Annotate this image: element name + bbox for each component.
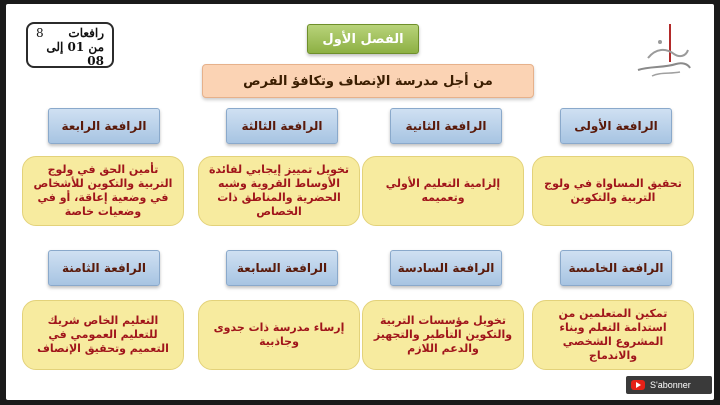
chapter-title: الفصل الأول [307, 24, 419, 54]
lever-3-content: تخويل تمييز إيجابي لفائدة الأوساط القروية وشبه الحضرية والمناطق ذات الخصاص [198, 156, 360, 226]
subscribe-button[interactable] [626, 376, 712, 394]
lever-3-title: الرافعة الثالثة [226, 108, 338, 144]
lever-7-title: الرافعة السابعة [226, 250, 338, 286]
lever-1-content: تحقيق المساواة في ولوج التربية والتكوين [532, 156, 694, 226]
lever-range: من 01 إلى 08 [46, 40, 104, 68]
lever-6-content: تخويل مؤسسات التربية والتكوين التأطير والتجهيز والدعم اللازم [362, 300, 524, 370]
calligraphy-logo-icon [630, 18, 694, 88]
slide [6, 4, 714, 400]
lever-4-title: الرافعة الرابعة [48, 108, 160, 144]
lever-2-title: الرافعة الثانية [390, 108, 502, 144]
slide-subtitle: من أجل مدرسة الإنصاف وتكافؤ الفرص [202, 64, 534, 98]
lever-8-title: الرافعة الثامنة [48, 250, 160, 286]
lever-7-content: إرساء مدرسة ذات جدوى وجاذبية [198, 300, 360, 370]
youtube-icon [631, 380, 645, 390]
lever-count-box [26, 22, 114, 68]
subscribe-label: S'abonner [650, 380, 691, 390]
lever-5-content: تمكين المتعلمين من استدامة التعلم وبناء المشروع الشخصي والاندماج [532, 300, 694, 370]
lever-count-word: رافعات [68, 26, 104, 40]
lever-1-title: الرافعة الأولى [560, 108, 672, 144]
lever-count-number: 8 [36, 26, 44, 40]
lever-8-content: التعليم الخاص شريك للتعليم العمومي في التعميم وتحقيق الإنصاف [22, 300, 184, 370]
lever-5-title: الرافعة الخامسة [560, 250, 672, 286]
lever-4-content: تأمين الحق في ولوج التربية والتكوين للأشخاص في وضعية إعاقة، أو في وضعيات خاصة [22, 156, 184, 226]
lever-6-title: الرافعة السادسة [390, 250, 502, 286]
lever-2-content: إلزامية التعليم الأولي وتعميمه [362, 156, 524, 226]
